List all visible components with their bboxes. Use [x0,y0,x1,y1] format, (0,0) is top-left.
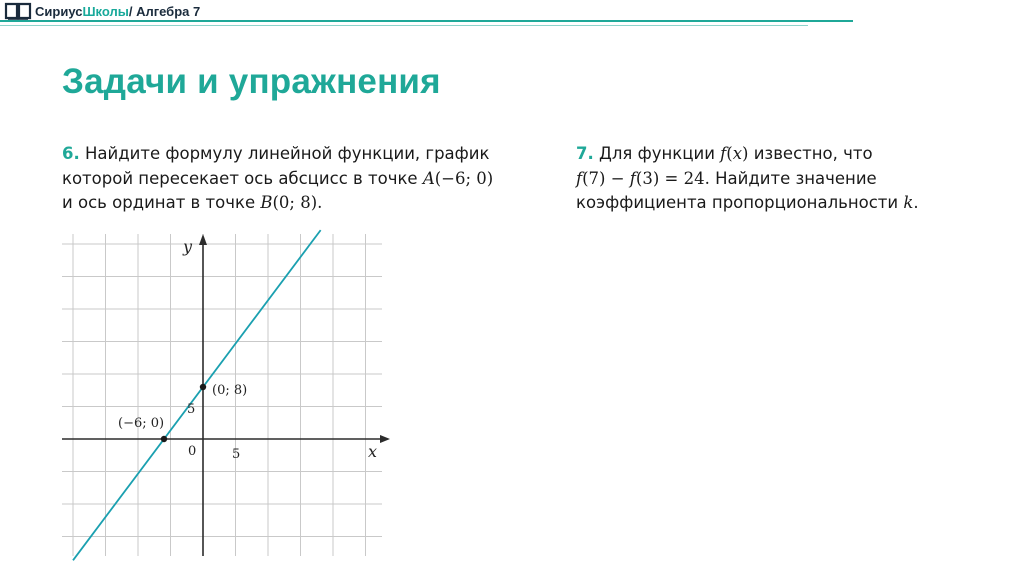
x-axis-arrow [380,435,390,443]
task-7-text-1a: Для функции [599,144,721,163]
task-6-point-a: (−6; 0) [434,168,494,188]
point-b-label: (0; 8) [212,383,248,398]
task-7-text-1b: известно, что [748,144,873,163]
task-7-period: . [913,193,919,212]
task-6-number: 6. [62,144,80,163]
page-title: Задачи и упражнения [62,62,441,101]
task-6-text-1: Найдите формулу линейной функции, график [85,144,490,163]
task-7-number: 7. [576,144,594,163]
point-a-marker [161,436,167,442]
task-7-func-f2: f [629,168,636,188]
y-axis-label: y [183,237,193,256]
task-7-paren-open: ( [726,144,733,163]
function-line [73,230,321,560]
y-axis-arrow [199,234,207,245]
origin-label: 0 [188,444,197,459]
task-7-paren-close: ) [742,144,749,163]
task-6-text-2: которой пересекает ось абсцисс в точке [62,168,423,188]
y-tick-label: 5 [187,402,196,417]
point-a-label: (−6; 0) [118,416,165,431]
x-axis-label: x [368,442,378,461]
task-7-var-k: k [903,193,914,212]
brand-part-1: Сириус [35,3,83,19]
task-7-expr-b: (3) = 24. [635,168,710,188]
task-7-func-f: f [720,144,727,163]
task-7-func-f1: f [576,168,583,188]
task-7-expr-a: (7) − [582,168,630,188]
task-6-var-b: B [260,193,273,212]
task-7-text-2c: Найдите значение [709,168,877,188]
task-6-var-a: A [422,168,435,188]
task-6-point-b: (0; 8). [272,193,323,212]
brand-part-2: Школы [82,3,129,19]
task-7-var-x: x [732,144,743,163]
x-tick-label: 5 [232,447,241,462]
task-7-text-3: коэффициента пропорциональности [576,193,904,212]
brand-part-3: / Алгебра 7 [128,3,201,19]
point-b-marker [200,384,206,390]
task-6-text-3: и ось ординат в точке [62,193,261,212]
